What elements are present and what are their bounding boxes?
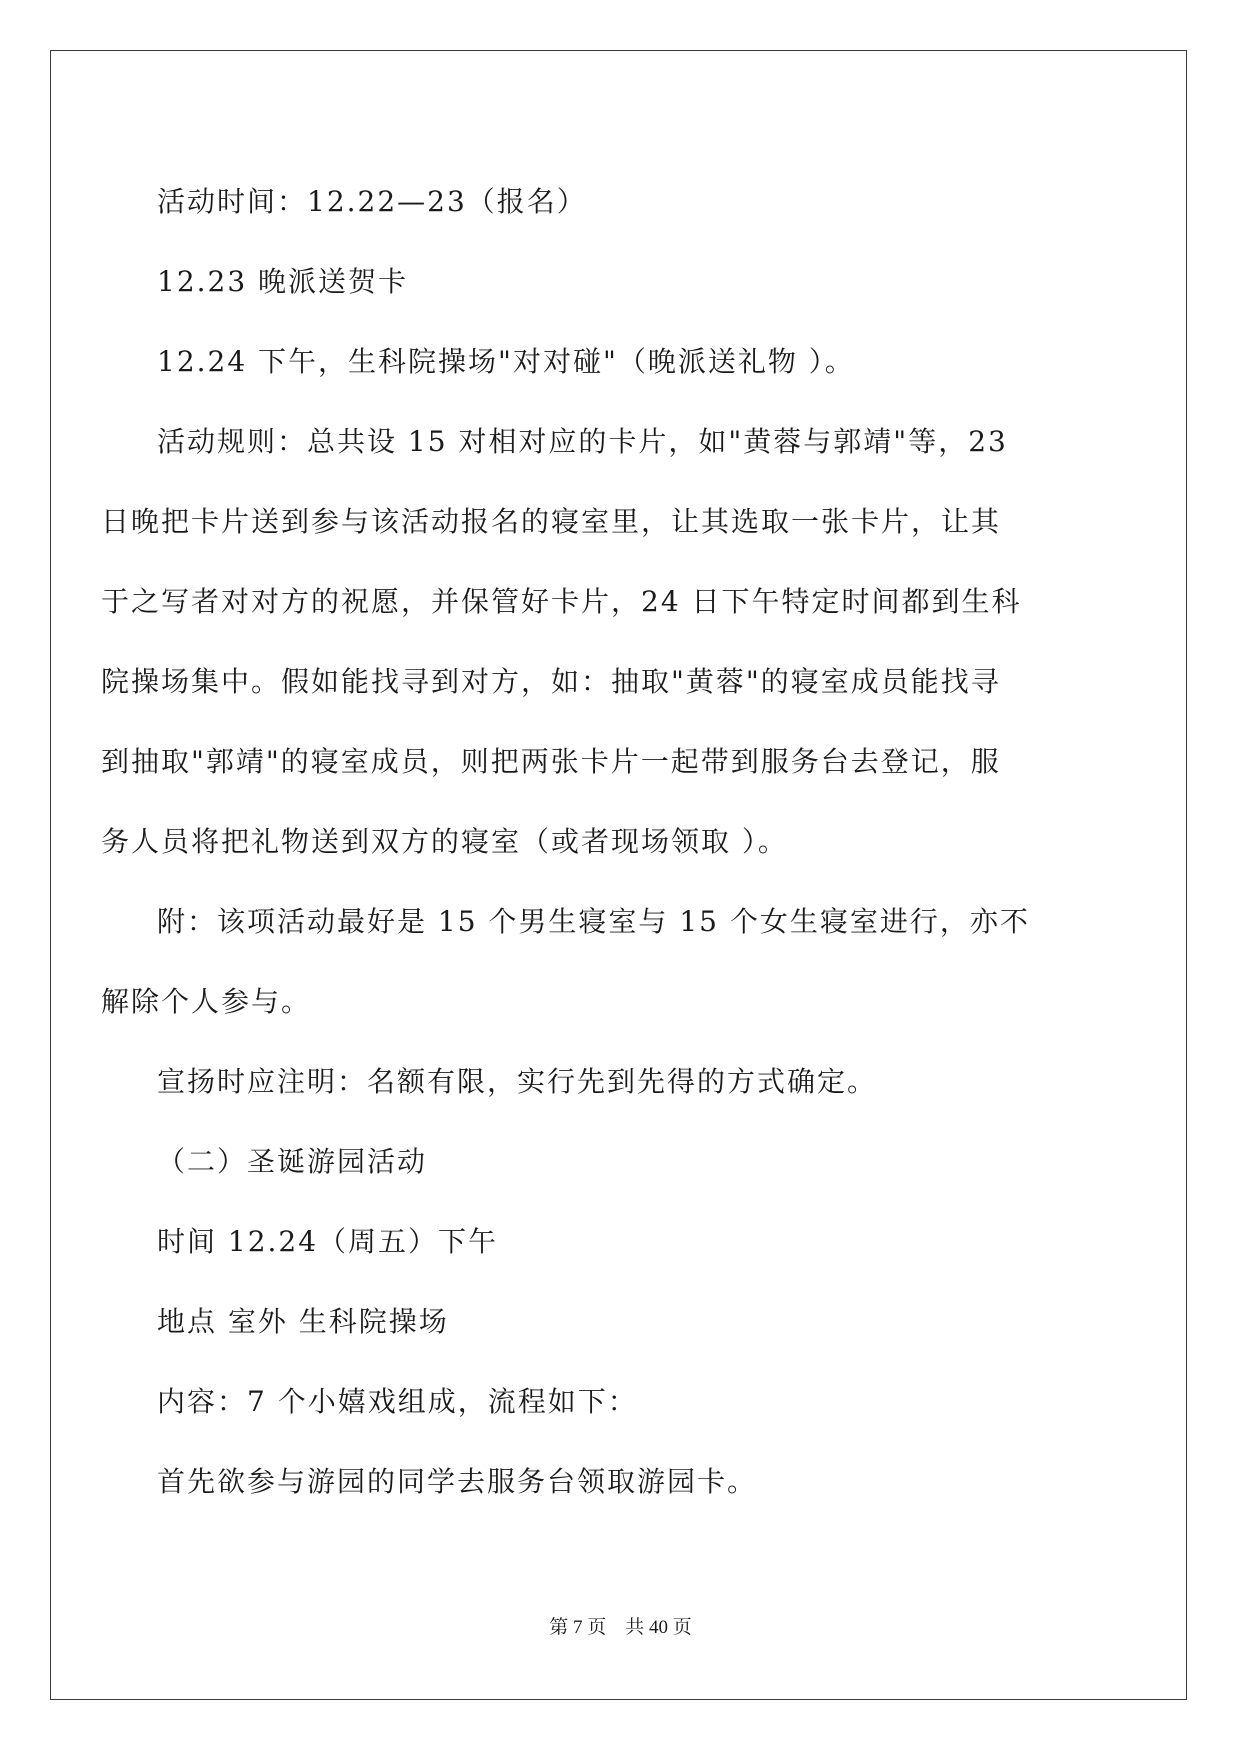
text-line: 活动时间：12.22—23（报名） bbox=[157, 185, 587, 218]
page-footer bbox=[0, 1612, 1241, 1639]
text-line: 于之写者对对方的祝愿，并保管好卡片，24 日下午特定时间都到生科 bbox=[101, 585, 1022, 618]
text-line: 地点 室外 生科院操场 bbox=[157, 1305, 449, 1338]
text-line: 解除个人参与。 bbox=[101, 985, 312, 1018]
section-heading: （二）圣诞游园活动 bbox=[157, 1145, 428, 1178]
paragraph-block bbox=[101, 162, 1085, 1522]
text-line: 活动规则：总共设 15 对相对应的卡片，如"黄蓉与郭靖"等，23 bbox=[157, 425, 1008, 458]
text-line: 日晚把卡片送到参与该活动报名的寝室里，让其选取一张卡片，让其 bbox=[101, 505, 1002, 538]
text-line: 内容：7 个小嬉戏组成，流程如下： bbox=[157, 1385, 638, 1418]
text-line: 时间 12.24（周五）下午 bbox=[157, 1225, 499, 1258]
text-line: 院操场集中。假如能找寻到对方，如：抽取"黄蓉"的寝室成员能找寻 bbox=[101, 665, 1001, 698]
text-line: 宣扬时应注明：名额有限，实行先到先得的方式确定。 bbox=[157, 1065, 878, 1098]
text-line: 12.24 下午，生科院操场"对对碰"（晚派送礼物 ）。 bbox=[157, 345, 855, 378]
text-line: 附：该项活动最好是 15 个男生寝室与 15 个女生寝室进行，亦不 bbox=[157, 905, 1030, 938]
text-line: 12.23 晚派送贺卡 bbox=[157, 265, 409, 298]
text-line: 务人员将把礼物送到双方的寝室（或者现场领取 ）。 bbox=[101, 825, 788, 858]
document-body bbox=[101, 162, 1085, 1522]
page-number: 第 7 页 共 40 页 bbox=[549, 1617, 692, 1638]
text-line: 首先欲参与游园的同学去服务台领取游园卡。 bbox=[157, 1465, 758, 1498]
text-line: 到抽取"郭靖"的寝室成员，则把两张卡片一起带到服务台去登记，服 bbox=[101, 745, 1001, 778]
